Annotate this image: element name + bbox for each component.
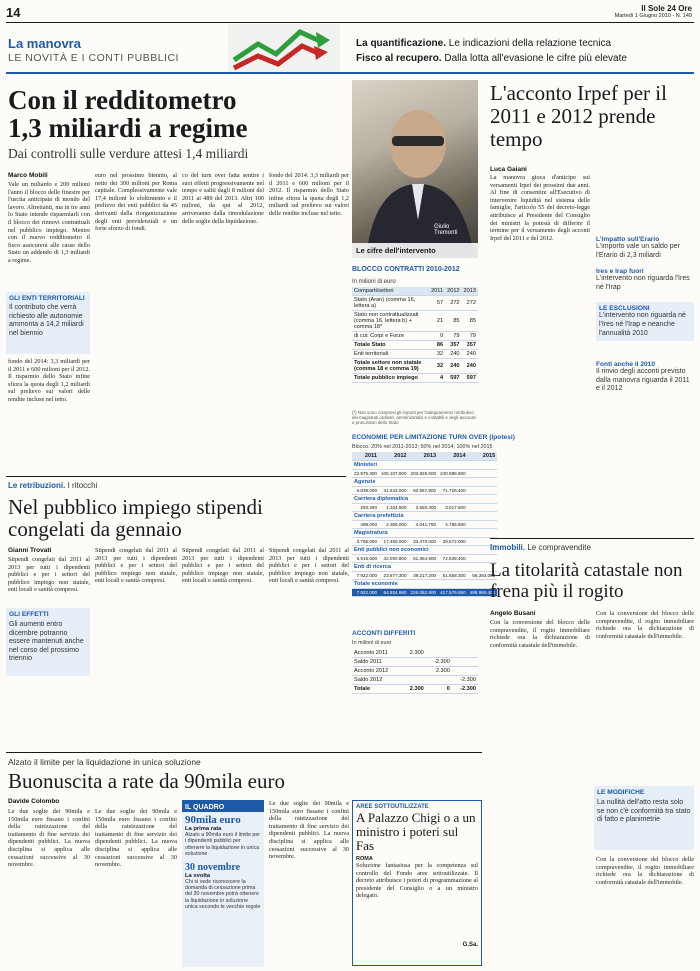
- economie-year: 2013: [409, 452, 439, 461]
- economie-cell: 499.000: [352, 521, 379, 529]
- irpef-side-text-3: L'intervento non riguarda né l'Ires né l'Irap e neanche l'annualità 2010: [599, 312, 686, 337]
- blocco-note: (*) Non sono compresi gli importi per l'adeguamento retributivo dei magistrati ordinari, amministrativi e contabili e degli avvocati e procuratori dello Stato: [352, 410, 476, 426]
- acconti-table-cell: [426, 676, 452, 685]
- blocco-table-cell: 2011: [431, 288, 444, 294]
- economie-cell: 7.922.000: [352, 572, 379, 580]
- blocco-table: [352, 287, 478, 383]
- blocco-table-row: [352, 287, 478, 296]
- economie-cell: 3.765.000: [352, 538, 379, 546]
- masthead-date: Martedì 1 Giugno 2010 - N. 149: [614, 13, 692, 19]
- blocco-table-row-label: Totale pubblico impiego: [352, 374, 429, 383]
- pubblico-tag: [8, 481, 97, 490]
- economie-group-name-row: [352, 512, 497, 521]
- economie-cell: 3.017.500: [438, 504, 468, 512]
- acconti-table-cell: [452, 658, 478, 667]
- highlight-1-text: Le indicazioni della relazione tecnica: [446, 38, 612, 49]
- blocco-table-cell: 357: [462, 341, 478, 350]
- blocco-table-cell: 85: [462, 311, 478, 332]
- acconti-table-row: [352, 649, 478, 658]
- blocco-table-row: [352, 341, 478, 350]
- economie-group-name-row: [352, 546, 497, 555]
- masthead-paper: Il Sole 24 Ore: [641, 4, 692, 13]
- pubblico-rule: [6, 476, 346, 477]
- economie-cell: 6.839.000: [352, 487, 379, 495]
- blocco-table-cell: 21: [429, 311, 445, 332]
- acconti-table-row: [352, 685, 478, 694]
- immobili-sidebar-head: LE MODIFICHE: [597, 789, 645, 796]
- acconti-table: [352, 649, 478, 694]
- blocco-table-row-label: Enti territoriali: [352, 350, 429, 359]
- economie-subtitle: Blocco: 20% nel 2011-2013; 50% nel 2014; 100% nel 2015: [352, 444, 493, 450]
- blocco-table-body: [352, 287, 478, 383]
- blocco-table-row: [352, 359, 478, 374]
- irpef-side-head-3: LE ESCLUSIONI: [599, 305, 650, 313]
- quadro-item1-big: 90mila euro: [185, 814, 241, 826]
- economie-group-values-row: [352, 470, 497, 478]
- economie-group-name: Enti pubblici non economici: [352, 546, 497, 555]
- economie-group-values-row: [352, 504, 497, 512]
- economie-cell: 39.572.000: [438, 538, 468, 546]
- main-headline-1: Con il redditometro: [8, 85, 237, 115]
- main-column-2: euro nel prossimo biennio, al netto dei 300 milioni per Roma capitale. Complessivamente vale 17,4 milioni lo sfoltimento e il prelievo dei enti pubblici da 45 derivanti dalla riorganizzazione degli enti previdenziali e un forte sforzo di fondi.: [95, 172, 177, 233]
- economie-cell: 203.826.600: [410, 471, 437, 476]
- blocco-table-cell: 86: [429, 341, 445, 350]
- economie-cell: 51.658.300: [438, 572, 468, 580]
- acconti-table-row-label: Saldo 2012: [352, 676, 402, 685]
- fas-tag: AREE SOTTOUTILIZZATE: [356, 804, 429, 810]
- immobili-sidebar-box: [594, 786, 694, 850]
- blocco-table-row-label: Totale settore non statale (comma 18 e comma 19): [352, 359, 429, 374]
- blocco-table-cell: 32: [429, 350, 445, 359]
- economie-cell: 417.579.650: [440, 590, 466, 595]
- blocco-table-cell: 32: [429, 359, 445, 374]
- economie-group-name: Carriera prefettizia: [352, 512, 497, 521]
- economie-cell: 33.470.000: [409, 538, 439, 546]
- irpef-side-head-2: Ires e Irap fuori: [596, 268, 644, 276]
- economie-cell: 488.990.400: [469, 590, 496, 595]
- acconti-table-row: [352, 676, 478, 685]
- main-sidebar-head: GLI ENTI TERRITORIALI: [9, 295, 85, 302]
- irpef-esclusioni-box: [596, 302, 694, 341]
- highlight-2: [356, 53, 696, 64]
- acconti-table-row-label: Saldo 2011: [352, 658, 402, 667]
- economie-group-values-row: [352, 572, 497, 580]
- main-author: Marco Mobili: [8, 172, 48, 179]
- blocco-table-cell: 240: [462, 359, 478, 374]
- economie-cell: 22.975.300: [354, 471, 377, 476]
- blocco-table-cell: 57: [429, 296, 445, 311]
- blocco-table-row: [352, 350, 478, 359]
- liquidazione-rule: [6, 752, 482, 753]
- pubblico-headline: Nel pubblico impiego stipendi congelati da gennaio: [8, 495, 263, 541]
- economie-cell: 2.306.000: [379, 521, 409, 529]
- main-column-4: fondo del 2014: 3,3 miliardi per il 2011 e 600 milioni per il 2012. Il risparmio dello Stato infine sfiora la quota degli 1,2 miliardi sul prelievo sui valori delle rendite incluse nel tetto.: [269, 172, 349, 217]
- pubblico-sidebar-box: [6, 608, 90, 676]
- economie-cell: 1.334.500: [379, 504, 409, 512]
- liquidazione-author: Davide Colombo: [8, 798, 60, 805]
- economie-group-name-row: [352, 495, 497, 504]
- acconti-table-cell: [426, 649, 452, 658]
- fas-location: ROMA: [356, 856, 373, 862]
- liquidazione-kicker: Alzato il limite per la liquidazione in unica soluzione: [8, 757, 201, 767]
- blocco-table-row: [352, 311, 478, 332]
- economie-group-name-row: [352, 478, 497, 487]
- main-headline-2: 1,3 miliardi a regime: [8, 113, 248, 143]
- pubblico-text: Stipendi congelati dal 2011 al 2013 per tutti i dipendenti pubblici e per i settori del pubblico impiego non statale, enti locali e sanità compresi.: [8, 556, 90, 594]
- acconti-table-cell: [452, 667, 478, 676]
- immobili-tag-sub: Le compravendite: [527, 543, 591, 552]
- blocco-table-row-label: Totale Stato: [352, 341, 429, 350]
- economie-group-name-row: [352, 461, 497, 470]
- economie-group-values-row: [352, 538, 497, 546]
- economie-table: [352, 452, 497, 597]
- main-column-3: co del turn over fatta sentire i suoi effetti progressivamente nel tempo e saliti dagli 8 milioni del 2011 ai 489 del 2013. Altri 100 milioni, da qui al 2012, arriveranno dalla rimodulazione delle soglie della liquidazione.: [182, 172, 264, 225]
- blocco-table-cell: 2012: [447, 288, 460, 294]
- economie-cell: 60.667.900: [409, 487, 439, 495]
- blocco-unit: In milioni di euro: [352, 279, 396, 285]
- economie-cell: 226.062.800: [410, 590, 437, 595]
- blocco-table-cell: 79: [462, 332, 478, 341]
- quadro-item2-head: La svolta: [185, 872, 211, 879]
- main-subhead: Dai controlli sulle verdure attesi 1,4 miliardi: [8, 146, 249, 161]
- acconti-table-cell: 2.300: [426, 667, 452, 676]
- economie-group-name-row: [352, 580, 497, 589]
- irpef-side-head-1: L'impatto sull'Erario: [596, 236, 660, 243]
- economie-group-name: Enti di ricerca: [352, 563, 497, 572]
- section-subtitle: LE NOVITÀ E I CONTI PUBBLICI: [8, 52, 179, 64]
- section-title: La manovra: [8, 36, 81, 51]
- liquidazione-col4: Le due soglie dei 90mila e 150mila euro fissano i confini della rateizzazione del trattamento di fine servizio dei dipendenti pubblici. La nuova disciplina si applica alle cessazioni successive al 30 novembre.: [269, 800, 349, 861]
- economie-cell: 71.726.400: [438, 487, 468, 495]
- economie-cell: 72.539.400: [438, 555, 468, 563]
- economie-title: ECONOMIE PER LIMITAZIONE TURN OVER (Ipotesi): [352, 434, 515, 441]
- economie-group-name: Agenzie: [352, 478, 497, 487]
- acconti-table-cell: 2.300: [402, 685, 426, 694]
- economie-year: 2015: [468, 452, 498, 461]
- economie-cell: 293.280: [352, 504, 379, 512]
- economie-cell: 6.915.600: [352, 555, 379, 563]
- immobili-headline: La titolarità catastale non frena più il rogito: [490, 560, 683, 602]
- blocco-table-cell: 85: [445, 311, 461, 332]
- masthead-rule: [6, 22, 694, 23]
- economie-cell: 2.550.300: [409, 504, 439, 512]
- main-column-1b: fondo del 2014: 3,3 miliardi per il 2011 e 600 milioni per il 2012. Il risparmio dello Stato infine sfiora la quota degli 1,2 miliardi sul prelievo sui valori delle rendite incluse nel tetto.: [8, 358, 90, 403]
- economie-cell: 32.000.800: [379, 555, 409, 563]
- economie-group-values-row: [352, 487, 497, 495]
- quadro-item2-big: 30 novembre: [185, 861, 241, 873]
- main-column-1: Vale un miliardo e 200 milioni l'anno il blocco delle finestre per l'uscita anticipata di mondo del lavoro. Altrettanti, ma in tre anni lo Stato intende risparmiarli con il blocco dei rinnovi contrattuali nel pubblico impiego. Mentre con il nuovo redditometro il fisco assicurerà alle casse dello Stato un addendo di 1,3 miliardi a regime.: [8, 181, 90, 264]
- acconti-table-cell: 0: [426, 685, 452, 694]
- acconti-table-body: [352, 649, 478, 694]
- pubblico-tag-sub: I ritocchi: [67, 481, 98, 490]
- blocco-table-cell: 597: [445, 374, 461, 383]
- immobili-sidebar-text: La nullità dell'atto resta solo se non c'è conformità tra stato di fatto e planimetrie: [597, 799, 691, 824]
- acconti-table-row-label: Totale: [352, 685, 402, 694]
- acconti-table-cell: [402, 667, 426, 676]
- economie-cell: 240.988.600: [440, 471, 466, 476]
- blocco-table-cell: 2013: [463, 288, 476, 294]
- pubblico-col2: Stipendi congelati dal 2011 al 2013 per tutti i dipendenti pubblici e per i settori del pubblico impiego non statale, enti locali e sanità compresi.: [95, 547, 177, 585]
- economie-cell: 106.107.800: [381, 471, 407, 476]
- pubblico-sidebar-text: Gli aumenti entro dicembre potranno essere mantenuti anche nel corso del prossimo triennio: [9, 621, 84, 663]
- acconti-table-row-label: Acconto 2012: [352, 667, 402, 676]
- immobili-col2b: Con la conversione del blocco delle compravendite, il rogito immobiliare richiede ora la dichiarazione di conformità catastale dell'immobile.: [596, 856, 694, 886]
- acconti-table-cell: -2.300: [452, 676, 478, 685]
- fas-author: G.Sa.: [462, 942, 478, 948]
- blocco-title: BLOCCO CONTRATTI 2010-2012: [352, 266, 460, 273]
- blocco-table-row: [352, 332, 478, 341]
- main-sidebar-box: [6, 292, 90, 354]
- economie-group-name: Ministeri: [352, 461, 497, 470]
- liquidazione-col2: Le due soglie dei 90mila e 150mila euro fissano i confini della rateizzazione del trattamento di fine servizio dei dipendenti pubblici. La nuova disciplina si applica alle cessazioni successive al 30 novembre.: [95, 808, 177, 869]
- economie-group-values-row: [352, 521, 497, 529]
- blocco-table-cell: 357: [445, 341, 461, 350]
- highlight-1-bold: La quantificazione.: [356, 38, 447, 49]
- acconti-table-row: [352, 667, 478, 676]
- section-rule: [6, 72, 694, 74]
- economie-cell: 4.785.500: [438, 521, 468, 529]
- economie-cell: 7.922.000: [352, 589, 379, 597]
- acconti-table-row-label: Acconto 2011: [352, 649, 402, 658]
- manovra-logo-icon: [228, 24, 340, 72]
- irpef-headline: L'acconto Irpef per il 2011 e 2012 prende tempo: [490, 81, 667, 151]
- blocco-table-cell: 240: [462, 350, 478, 359]
- blocco-table-row-label: di cui: Corpi e Forze: [352, 332, 429, 341]
- acconti-unit: In milioni di euro: [352, 640, 392, 646]
- economie-table-body: [352, 452, 497, 597]
- economie-cell: 23.677.300: [379, 572, 409, 580]
- economie-cell: 64.924.680: [379, 589, 409, 597]
- acconti-table-cell: [452, 649, 478, 658]
- economie-year: 2012: [379, 452, 409, 461]
- acconti-table-cell: -2.300: [426, 658, 452, 667]
- economie-year: 2014: [438, 452, 468, 461]
- highlight-1: [356, 38, 696, 49]
- quadro-item2-text: Chi si vede riconoscere la domanda di cessazione prima del 30 novembre potrà ottenere la liquidazione in soluzione unica secondo le vecchie regole: [185, 878, 261, 911]
- fas-headline: A Palazzo Chigi o a un ministro i poteri sul Fas: [356, 810, 476, 853]
- blocco-table-row: [352, 296, 478, 311]
- page-number: 14: [6, 5, 21, 20]
- acconti-table-cell: [402, 676, 426, 685]
- pubblico-sidebar-head: GLI EFFETTI: [9, 611, 49, 618]
- blocco-table-row-label: Stato non contrattualizzati (comma 16, lettera b) + comma 18*: [352, 311, 429, 332]
- fas-box: [352, 800, 482, 966]
- pubblico-col3: Stipendi congelati dal 2011 al 2013 per tutti i dipendenti pubblici e per i settori del pubblico impiego non statale, enti locali e sanità compresi.: [182, 547, 264, 585]
- blocco-table-row: [352, 374, 478, 383]
- blocco-table-row-label: Comparti/settori: [352, 287, 429, 296]
- highlight-2-text: Dalla lotta all'evasione le cifre più elevate: [441, 53, 627, 64]
- liquidazione-headline: Buonuscita a rate da 90mila euro: [8, 769, 285, 793]
- irpef-text-col1: La manovra gioca d'anticipo sui versamenti Irpef dei prossimi due anni. Al fine di consentire all'Esecutivo di intervenire liquidità nel sistema delle famiglie, l'articolo 55 del decreto-legge attribuisce al Presidente del Consiglio dei ministri la potestà di differire il termine per il versamento degli acconti Irpef del 2011 e del 2012.: [490, 174, 590, 242]
- blocco-table-cell: 272: [462, 296, 478, 311]
- pubblico-tag-bold: Le retribuzioni.: [8, 481, 66, 490]
- photo-caption: Le cifre dell'intervento: [352, 243, 478, 258]
- acconti-table-row: [352, 658, 478, 667]
- acconti-table-cell: 2.300: [402, 649, 426, 658]
- photo-name: Giulio Tremonti: [434, 224, 458, 236]
- irpef-side-text-2: L'intervento non riguarda l'Ires né l'Irap: [596, 275, 690, 291]
- economie-cell: 56.393.000: [468, 572, 498, 580]
- acconti-table-cell: [402, 658, 426, 667]
- immobili-tag-bold: Immobili.: [490, 543, 526, 552]
- immobili-text: Con la conversione del blocco delle compravendite, il rogito immobiliare richiede ora la dichiarazione di conformità catastale dell'immobile.: [490, 619, 590, 649]
- highlight-2-bold: Fisco al recupero.: [356, 53, 442, 64]
- quadro-item1-text: Alzato a 90mila euro il limite per i dipendenti pubblici per ottenere la liquidazione in unica soluzione: [185, 832, 261, 858]
- quadro-box: [182, 800, 264, 967]
- economie-group-values-row: [352, 589, 497, 597]
- immobili-col2: Con la conversione del blocco delle compravendite, il rogito immobiliare richiede ora la dichiarazione di conformità catastale dell'immobile.: [596, 610, 694, 640]
- blocco-table-row-label: Stato (Aran) (comma 16, lettera a): [352, 296, 429, 311]
- irpef-side-column: [596, 166, 694, 528]
- economie-cell: 17.450.000: [379, 538, 409, 546]
- economie-group-name-row: [352, 563, 497, 572]
- economie-group-name-row: [352, 529, 497, 538]
- quadro-title: IL QUADRO: [182, 803, 264, 812]
- blocco-table-cell: 597: [462, 374, 478, 383]
- economie-group-values-row: [352, 555, 497, 563]
- economie-cell: 39.217.200: [409, 572, 439, 580]
- acconti-title: ACCONTI DIFFERITI: [352, 630, 416, 637]
- economie-year: 2011: [352, 452, 379, 461]
- irpef-side-head-4: Fonti anche il 2010: [596, 361, 655, 369]
- blocco-table-cell: 79: [445, 332, 461, 341]
- blocco-table-cell: 240: [445, 359, 461, 374]
- economie-cell: 31.643.000: [379, 487, 409, 495]
- blocco-table-cell: 4: [429, 374, 445, 383]
- economie-cell: 4.041.750: [409, 521, 439, 529]
- economie-cell: 61.364.900: [409, 555, 439, 563]
- pubblico-col4: Stipendi congelati dal 2011 al 2013 per tutti i dipendenti pubblici e per i settori del pubblico impiego non statale, enti locali e sanità compresi.: [269, 547, 349, 585]
- blocco-table-cell: 240: [445, 350, 461, 359]
- irpef-author: Luca Gaiani: [490, 166, 527, 173]
- irpef-side-text-1: L'importo vale un saldo per l'Erario di 2,3 miliardi: [596, 243, 680, 259]
- economie-group-name: Totale economie: [352, 580, 497, 589]
- irpef-side-text-4: Il rinvio degli acconti previsto dalla manovra riguarda il 2011 e il 2012: [596, 368, 690, 393]
- blocco-table-cell: 0: [429, 332, 445, 341]
- fas-text: Soluzione fantasiosa per la competenza sul controllo del Fondo aree sottoutilizzate. Il decreto attribuisce i poteri di programmazione al presidente del Consiglio o a un ministro delegato.: [356, 862, 478, 900]
- blocco-table-cell: 272: [445, 296, 461, 311]
- immobili-rule: [490, 538, 694, 539]
- immobili-tag: [490, 543, 591, 552]
- immobili-author: Angelo Busani: [490, 610, 536, 617]
- economie-group-name: Magistratura: [352, 529, 497, 538]
- main-sidebar-text: Il contributo che verrà richiesto alle autonomie ammonta a 14,2 miliardi nel biennio: [9, 304, 84, 337]
- acconti-table-cell: -2.300: [452, 685, 478, 694]
- economie-group-name: Carriera diplomatica: [352, 495, 497, 504]
- pubblico-author: Gianni Trovati: [8, 547, 52, 554]
- economie-header-row: [352, 452, 497, 461]
- tremonti-photo: [352, 80, 478, 258]
- quadro-item1-head: La prima rata: [185, 826, 222, 832]
- liquidazione-col1: Le due soglie dei 90mila e 150mila euro fissano i confini della rateizzazione del trattamento di fine servizio dei dipendenti pubblici. La nuova disciplina si applica alle cessazioni successive al 30 novembre.: [8, 808, 90, 869]
